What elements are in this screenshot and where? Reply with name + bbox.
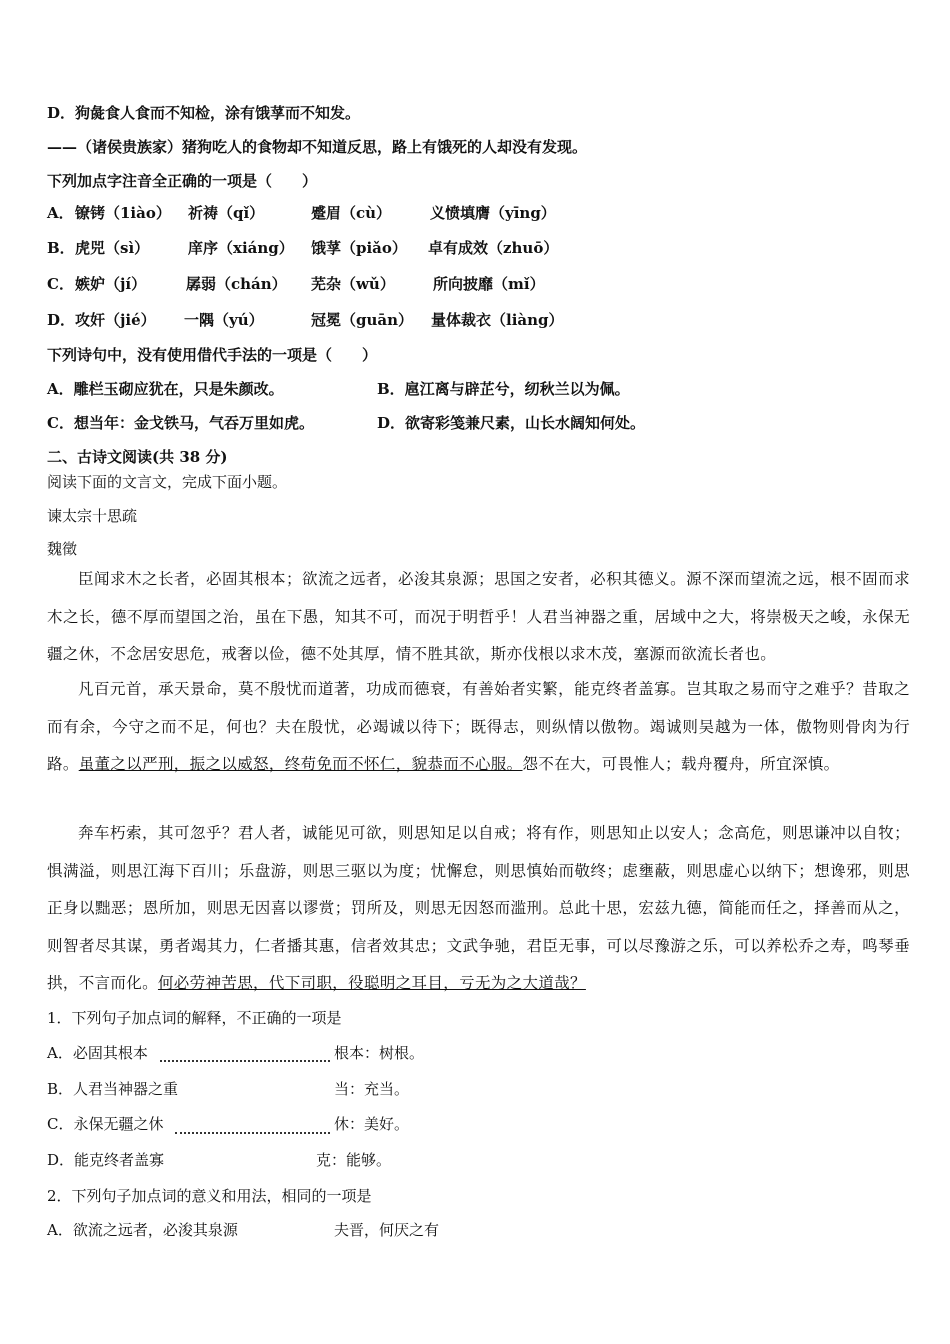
- passage-author: 魏徵: [47, 540, 78, 558]
- passage-paragraph-2: [47, 671, 910, 784]
- option-d-line: D．狗彘食人食而不知检，涂有饿莩而不知发。: [47, 104, 361, 122]
- option-gloss: 休：美好。: [334, 1115, 410, 1133]
- option-text: D．能克终者盖寡: [47, 1151, 165, 1169]
- option-label: A．: [47, 204, 74, 222]
- underlined-sentence: 虽董之以严刑，振之以威怒，终苟免而不怀仁，貌恭而不心服。: [78, 755, 523, 773]
- option-item: 嫉妒（jí）: [75, 275, 147, 293]
- option-label: D．: [47, 311, 76, 329]
- option-text: A．欲流之远者，必浚其泉源: [47, 1221, 238, 1239]
- option-label: C．: [47, 275, 74, 293]
- option-text: A．必固其根本: [47, 1044, 148, 1062]
- paragraph-text: 怨不在大，可畏惟人；载舟覆舟，所宜深慎。: [522, 755, 840, 773]
- option-item: 一隅（yú）: [184, 311, 264, 329]
- option-item: 蹙眉（cù）: [311, 204, 392, 222]
- option-item: 芜杂（wǔ）: [311, 275, 395, 293]
- underlined-sentence: 何必劳神苦思，代下司职，役聪明之耳目，亏无为之大道哉？: [157, 974, 586, 992]
- question-jiedai-stem: 下列诗句中，没有使用借代手法的一项是（ ）: [47, 346, 378, 364]
- option-gloss: 克：能够。: [316, 1151, 392, 1169]
- jiedai-option-c: C．想当年：金戈铁马，气吞万里如虎。: [47, 414, 314, 432]
- jiedai-option-d: D．欲寄彩笺兼尺素，山长水阔知何处。: [377, 414, 646, 432]
- passage-paragraph-1: 臣闻求木之长者，必固其根本；欲流之远者，必浚其泉源；思国之安者，必积其德义。源不深而望流之远，根不固而求木之长，德不厚而望国之治，虽在下愚，知其不可，而况于明哲乎！人君当神器之重，居域中之大，将崇极天之峻，永保无疆之休，不念居安思危，戒奢以俭，德不处其厚，情不胜其欲，斯亦伐根以求木茂，塞源而欲流长者也。: [47, 570, 910, 663]
- option-item: 庠序（xiáng）: [188, 239, 294, 257]
- option-label: B．: [47, 239, 75, 257]
- option-item: 镣铐（1iào）: [75, 204, 171, 222]
- option-item: 卓有成效（zhuō）: [428, 239, 559, 257]
- option-gloss: 夫晋，何厌之有: [334, 1221, 440, 1239]
- option-item: 饿莩（piǎo）: [311, 239, 407, 257]
- option-item: 祈祷（qǐ）: [188, 204, 265, 222]
- jiedai-option-b: B．扈江离与辟芷兮，纫秋兰以为佩。: [377, 380, 630, 398]
- jiedai-option-a: A．雕栏玉砌应犹在，只是朱颜改。: [47, 380, 284, 398]
- option-item: 虎兕（sì）: [75, 239, 150, 257]
- translation-line: ——（诸侯贵族家）猪狗吃人的食物却不知道反思，路上有饿死的人却没有发现。: [47, 138, 588, 156]
- option-item: 义愤填膺（yīng）: [430, 204, 556, 222]
- option-gloss: 当：充当。: [334, 1080, 410, 1098]
- option-item: 量体裁衣（liàng）: [431, 311, 564, 329]
- question-pinyin-stem: 下列加点字注音全正确的一项是（ ）: [47, 172, 318, 190]
- option-gloss: 根本：树根。: [334, 1044, 425, 1062]
- passage-paragraph-3: [47, 815, 910, 1003]
- question-2-stem: 2．下列句子加点词的意义和用法，相同的一项是: [47, 1187, 372, 1205]
- passage-title: 谏太宗十思疏: [47, 507, 138, 525]
- option-text: B．人君当神器之重: [47, 1080, 179, 1098]
- paragraph-text: 奔车朽索，其可忽乎？君人者，诚能见可欲，则思知足以自戒；将有作，则思知止以安人；念高危，则思谦冲以自牧；惧满溢，则思江海下百川；乐盘游，则思三驱以为度；忧懈怠，则思慎始而敬终；虑壅蔽，则思虚心以纳下；想谗邪，则思正身以黜恶；恩所加，则思无因喜以谬赏；罚所及，则思无因怒而滥刑。总此十思，宏兹九德，简能而任之，择善而从之，则智者尽其谋，勇者竭其力，仁者播其惠，信者效其忠；文武争驰，君臣无事，可以尽豫游之乐，可以养松乔之寿，鸣琴垂拱，不言而化。: [47, 824, 910, 992]
- option-item: 攻奸（jié）: [75, 311, 156, 329]
- section-heading: 二、古诗文阅读(共 38 分): [47, 448, 228, 466]
- question-1-stem: 1．下列句子加点词的解释，不正确的一项是: [47, 1009, 342, 1027]
- dotted-leader: [160, 1048, 330, 1062]
- option-text: C．永保无疆之休: [47, 1115, 164, 1133]
- option-item: 孱弱（chán）: [186, 275, 287, 293]
- option-item: 所向披靡（mǐ）: [433, 275, 545, 293]
- paragraph-text: 凡百元首，承天景命，莫不殷忧而道著，功成而德衰，有善始者实繁，能克终者盖寡。岂其取之易而守之难乎？昔取之而有余，今守之而不足，何也？夫在殷忧，必竭诚以待下；既得志，则纵情以傲物。竭诚则吴越为一体，傲物则骨肉为行路。: [47, 680, 910, 773]
- reading-instruction: 阅读下面的文言文，完成下面小题。: [47, 473, 288, 491]
- option-item: 冠冕（guān）: [311, 311, 414, 329]
- dotted-leader: [175, 1120, 330, 1134]
